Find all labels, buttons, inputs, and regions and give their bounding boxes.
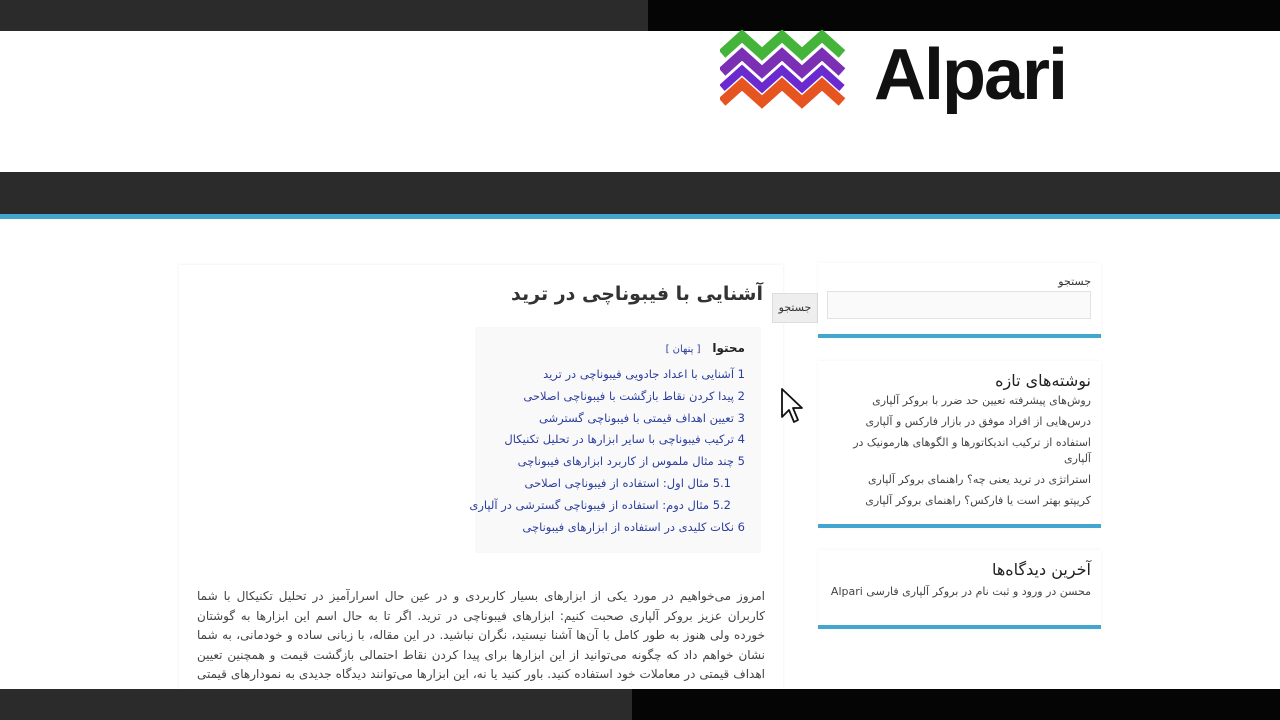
toc-header	[666, 341, 745, 355]
toc-item[interactable]: 5 چند مثال ملموس از کاربرد ابزارهای فیبوناچی	[517, 454, 745, 469]
toc-subitem[interactable]: 5.2 مثال دوم: استفاده از فیبوناچی گسترشی در آلپاری	[469, 497, 731, 512]
navigation-accent-line	[0, 214, 1280, 219]
search-input[interactable]	[827, 291, 1091, 319]
toc-item[interactable]: 3 تعیین اهداف قیمتی با فیبوناچی گسترشی	[538, 410, 745, 425]
article-card	[179, 265, 783, 689]
recent-post-link[interactable]: کریپتو بهتر است یا فارکس؟ راهنمای بروکر آلپاری	[865, 494, 1091, 507]
recent-post-link[interactable]: درس‌هایی از افراد موفق در بازار فارکس و آلپاری	[865, 415, 1091, 428]
toc-item[interactable]: 4 ترکیب فیبوناچی با سایر ابزارها در تحلیل تکنیکال	[504, 432, 745, 447]
bottom-letterbox-bar	[0, 689, 1280, 720]
toc-subitem[interactable]: 5.1 مثال اول: استفاده از فیبوناچی اصلاحی	[524, 475, 731, 490]
recent-post-link[interactable]: استراتژی در ترید یعنی چه؟ راهنمای بروکر آلپاری	[867, 473, 1091, 486]
top-letterbox-bar	[0, 0, 1280, 31]
toc-heading: محتوا	[712, 341, 745, 355]
recent-posts-title: نوشته‌های تازه	[995, 371, 1091, 390]
recent-posts-list	[836, 393, 1091, 514]
recent-comments-widget	[818, 550, 1101, 629]
bottom-letterbox-dark	[632, 689, 1280, 720]
recent-post-link[interactable]: استفاده از ترکیب اندیکاتورها و الگوهای هارمونیک در آلپاری	[853, 436, 1091, 465]
widget-accent-line	[818, 524, 1101, 528]
top-letterbox-dark	[648, 0, 1280, 31]
toc-item[interactable]: 1 آشنایی با اعداد جادویی فیبوناچی در ترید	[543, 367, 745, 381]
toc-item[interactable]: 6 نکات کلیدی در استفاده از ابزارهای فیبوناچی	[522, 519, 745, 534]
recent-posts-widget	[818, 361, 1101, 528]
mouse-pointer-icon	[780, 387, 804, 425]
recent-comments-title: آخرین دیدگاه‌ها	[991, 560, 1091, 579]
toc-toggle-link[interactable]: [ پنهان ]	[665, 344, 701, 355]
article-intro-paragraph: امروز می‌خواهیم در مورد یکی از ابزارهای بسیار کاربردی و در عین حال اسرارآمیز در تحلیل تکنیکال با شما کاربران عزیز بروکر آلپاری صحبت کنیم: ابزارهای فیبوناچی در ترید. اگر تا به حال اسم این ابزارها به گوشتان خورده ولی هنوز به طور کامل با آن‌ها آشنا نیستید، نگران نباشید. در این مقاله، با زبانی ساده و خودمانی، به شما نشان خواهم داد که چگونه می‌توانید از این ابزارها برای پیدا کردن نقاط احتمالی بازگشت قیمت و همچنین تعیین اهداف قیمتی در معاملات خود استفاده کنید. باور کنید یا نه، این ابزارها می‌توانند دیدگاه جدیدی به نمودارهای قیمتی	[197, 589, 765, 681]
article-title: آشنایی با فیبوناچی در ترید	[511, 283, 763, 305]
search-label: جستجو	[1058, 275, 1091, 288]
logo-text: Alpari	[874, 35, 1067, 115]
widget-accent-line	[818, 334, 1101, 338]
toc-item[interactable]: 2 پیدا کردن نقاط بازگشت با فیبوناچی اصلاحی	[523, 388, 745, 403]
recent-comment-link[interactable]: محسن در ورود و ثبت نام در بروکر آلپاری فارسی Alpari	[830, 585, 1091, 598]
widget-accent-line	[818, 625, 1101, 629]
table-of-contents	[469, 327, 761, 553]
search-widget	[818, 263, 1101, 338]
recent-post-link[interactable]: روش‌های پیشرفته تعیین حد ضرر با بروکر آلپاری	[872, 394, 1091, 407]
search-submit-button[interactable]: جستجو	[772, 293, 818, 323]
main-navigation-bar	[0, 172, 1280, 214]
toc-list	[469, 367, 745, 541]
